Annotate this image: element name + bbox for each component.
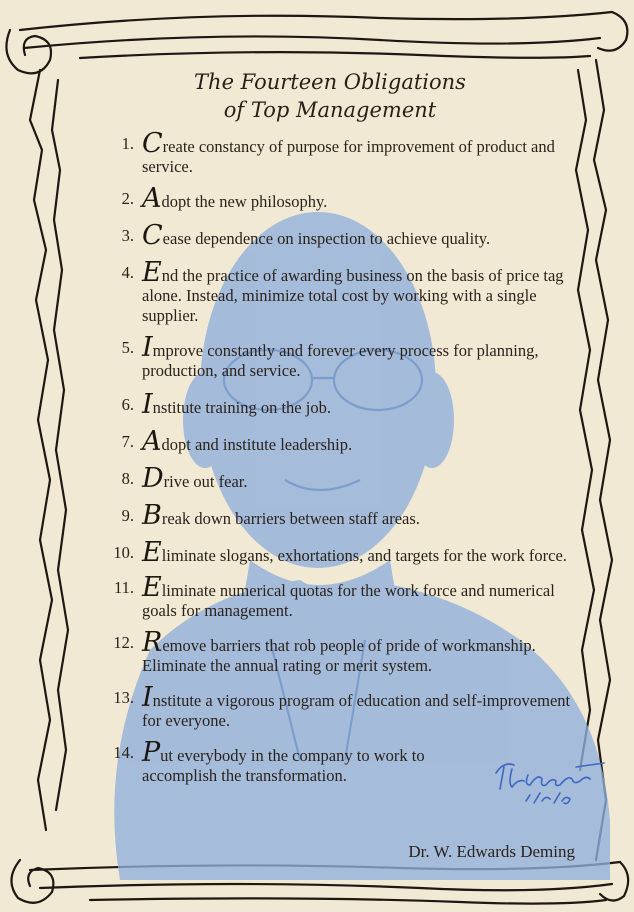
item-text: ut everybody in the company to work to accomplish the transformation.: [142, 746, 425, 785]
item-text: nd the practice of awarding business on the basis of price tag alone. Instead, minimize total cost by working with a single supplier.: [142, 266, 564, 325]
item-number: 11.: [113, 578, 134, 597]
item-text: liminate numerical quotas for the work force and numerical goals for management.: [142, 581, 555, 620]
item-text: liminate slogans, exhortations, and targets for the work force.: [161, 546, 567, 565]
item-number: 12.: [113, 633, 134, 652]
item-number: 3.: [121, 226, 134, 245]
list-item: [98, 183, 576, 214]
item-initial-letter: A: [142, 183, 162, 214]
list-item: [98, 500, 576, 531]
list-item: [98, 426, 576, 457]
list-item: [98, 572, 576, 621]
item-number: 9.: [121, 506, 134, 525]
list-item: [98, 463, 576, 494]
item-initial-letter: C: [142, 128, 163, 159]
item-number: 8.: [121, 469, 134, 488]
item-number: 14.: [113, 743, 134, 762]
item-initial-letter: I: [142, 682, 153, 713]
item-initial-letter: C: [142, 220, 163, 251]
item-text: nstitute a vigorous program of education and self-improvement for everyone.: [142, 691, 571, 730]
document-title: [140, 68, 520, 124]
list-item: [98, 627, 576, 676]
item-initial-letter: E: [142, 572, 162, 603]
item-text: mprove constantly and forever every process for planning, production, and service.: [142, 341, 539, 380]
handwritten-signature: [490, 755, 610, 813]
item-initial-letter: I: [142, 332, 153, 363]
item-number: 6.: [121, 395, 134, 414]
item-initial-letter: A: [142, 426, 162, 457]
item-initial-letter: E: [142, 257, 162, 288]
item-text: reak down barriers between staff areas.: [161, 509, 420, 528]
item-text: dopt the new philosophy.: [161, 192, 328, 211]
author-name: Dr. W. Edwards Deming: [408, 842, 575, 861]
item-number: 5.: [121, 338, 134, 357]
list-item: [98, 389, 576, 420]
item-number: 10.: [113, 543, 134, 562]
list-item: [98, 682, 576, 731]
list-item: [98, 220, 576, 251]
item-text: reate constancy of purpose for improvement of product and service.: [142, 137, 555, 176]
item-number: 4.: [121, 263, 134, 282]
item-text: nstitute training on the job.: [152, 398, 331, 417]
list-item: [98, 257, 576, 326]
list-item: [98, 537, 576, 568]
item-number: 7.: [121, 432, 134, 451]
item-number: 13.: [113, 688, 134, 707]
list-item: [98, 128, 576, 177]
item-text: dopt and institute leadership.: [161, 435, 353, 454]
list-item: [98, 332, 576, 381]
title-line-2: of Top Management: [223, 98, 437, 122]
item-initial-letter: E: [142, 537, 162, 568]
item-text: ease dependence on inspection to achieve quality.: [162, 229, 491, 248]
item-initial-letter: R: [142, 627, 163, 658]
obligations-list: [98, 128, 576, 786]
item-text: rive out fear.: [163, 472, 248, 491]
item-number: 2.: [121, 189, 134, 208]
item-initial-letter: D: [142, 463, 164, 494]
item-initial-letter: P: [142, 737, 161, 768]
title-line-1: The Fourteen Obligations: [194, 70, 466, 94]
item-initial-letter: I: [142, 389, 153, 420]
item-number: 1.: [121, 134, 134, 153]
item-initial-letter: B: [142, 500, 162, 531]
item-text: emove barriers that rob people of pride of workmanship. Eliminate the annual rating or merit system.: [142, 636, 536, 675]
